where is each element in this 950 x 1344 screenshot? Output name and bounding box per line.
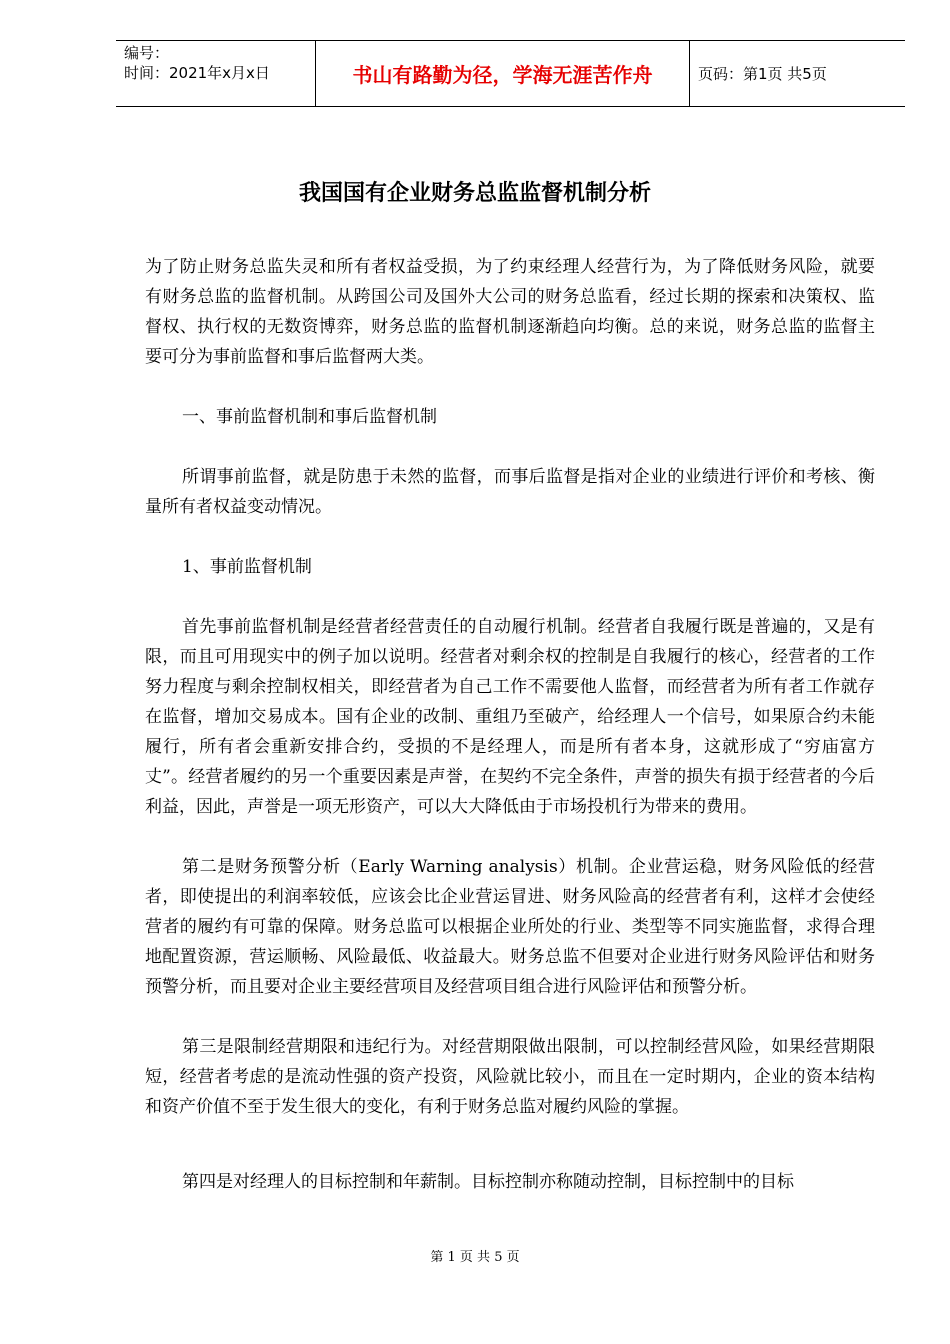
paragraph: 第二是财务预警分析（Early Warning analysis）机制。企业营运稳，财务风险低的经营者，即使提出的利润率较低，应该会比企业营运冒进、财务风险高的经营者有利，这样才会使经营者的履约有可靠的保障。财务总监可以根据企业所处的行业、类型等不同实施监督，求得合理地配置资源，营运顺畅、风险最低、收益最大。财务总监不但要对企业进行财务风险评估和财务预警分析，而且要对企业主要经营项目及经营项目组合进行风险评估和预警分析。 [145,857,875,997]
document-body [145,252,875,1227]
paragraph: 所谓事前监督，就是防患于未然的监督，而事后监督是指对企业的业绩进行评价和考核、衡量所有者权益变动情况。 [145,467,875,517]
page-header [116,40,905,107]
header-motto: 书山有路勤为径，学海无涯苦作舟 [316,41,690,106]
header-meta [116,41,316,106]
number-label: 编号： [124,44,170,62]
time-label: 时间：2021年x月x日 [124,64,270,82]
paragraph: 为了防止财务总监失灵和所有者权益受损，为了约束经理人经营行为，为了降低财务风险，就要有财务总监的监督机制。从跨国公司及国外大公司的财务总监看，经过长期的探索和决策权、监督权、执行权的无数资博弈，财务总监的监督机制逐渐趋向均衡。总的来说，财务总监的监督主要可分为事前监督和事后监督两大类。 [145,257,875,367]
page-footer: 第 1 页 共 5 页 [430,1250,520,1265]
subsection-heading: 1、事前监督机制 [182,557,312,577]
paragraph: 第四是对经理人的目标控制和年薪制。目标控制亦称随动控制，目标控制中的目标 [182,1172,794,1192]
document-title: 我国国有企业财务总监监督机制分析 [298,180,651,206]
paragraph: 首先事前监督机制是经营者经营责任的自动履行机制。经营者自我履行既是普遍的，又是有限，而且可用现实中的例子加以说明。经营者对剩余权的控制是自我履行的核心，经营者的工作努力程度与剩余控制权相关，即经营者为自己工作不需要他人监督，而经营者为所有者工作就存在监督，增加交易成本。国有企业的改制、重组乃至破产，给经理人一个信号，如果原合约未能履行，所有者会重新安排合约，受损的不是经理人，而是所有者本身，这就形成了“穷庙富方丈”。经营者履约的另一个重要因素是声誉，在契约不完全条件，声誉的损失有损于经营者的今后利益，因此，声誉是一项无形资产，可以大大降低由于市场投机行为带来的费用。 [145,617,875,817]
paragraph: 第三是限制经营期限和违纪行为。对经营期限做出限制，可以控制经营风险，如果经营期限短，经营者考虑的是流动性强的资产投资，风险就比较小，而且在一定时期内，企业的资本结构和资产价值不至于发生很大的变化，有利于财务总监对履约风险的掌握。 [145,1037,875,1117]
header-page-info: 页码：第1页 共5页 [698,65,827,83]
section-heading: 一、事前监督机制和事后监督机制 [182,407,437,427]
